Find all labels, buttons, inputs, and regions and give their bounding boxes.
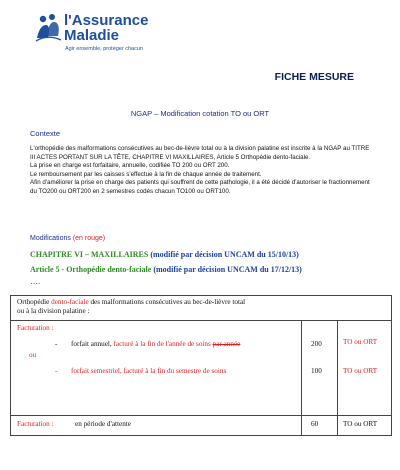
contexte-body [30,145,375,197]
modifications-heading [30,235,105,242]
row1-struck-text: par année [212,340,241,348]
logo-name-line2: Maladie [64,27,120,44]
row1-value: 200 [311,340,322,348]
table-col-divider [301,320,302,435]
chapitre-note: (modifié par décision UNCAM du 15/10/13) [150,250,299,259]
contexte-paragraph: Le remboursement par les caisses s'effectue à la fin de chaque année de traitement. [30,170,262,178]
header-prefix: Orthopédie [17,298,52,306]
row3-label: Facturation : [17,420,54,428]
row3-text: en période d'attente [75,420,131,428]
table-header-cell [17,298,245,316]
modifications-table [10,295,392,436]
modifications-note: (en rouge) [72,235,106,242]
row2-value: 100 [311,367,322,375]
header-rest: des malformations consécutives au bec-de-lièvre total [88,298,246,306]
header-line2: ou à la division palatine : [17,307,90,315]
article-line [30,265,302,274]
logo-people-icon [34,12,62,42]
subject-title: NGAP – Modification cotation TO ou ORT [130,109,270,118]
row2-code: TO ou ORT [343,367,378,375]
fiche-title: FICHE MESURE [274,71,354,83]
contexte-paragraph: L'orthopédie des malformations consécutives au bec-de-lièvre total ou à la division palatine est inscrite à la NGAP au TITRE III ACTES PORTANT SUR LA TÊTE, CHAPITRE VI MAXILLAIRES, Article 5 Orthopédie dento-faciale. [30,145,370,161]
article-note: (modifié par décision UNCAM du 17/12/13) [153,265,302,274]
contexte-heading: Contexte [30,129,61,138]
chapitre-label: CHAPITRE VI – MAXILLAIRES [30,250,149,259]
row3-code: TO ou ORT [343,420,378,428]
ellipsis: …. [30,277,41,286]
assurance-maladie-logo [34,12,214,58]
contexte-paragraph: Afin d'améliorer la prise en charge des patients qui souffrent de cette pathologie, il a été décidé d'autoriser le fractionnement du TO200 ou ORT200 en 2 semestres codés chacun TO100 ou ORT100. [30,179,370,195]
row3-value: 60 [311,420,319,428]
header-red-text: dento-faciale [51,298,89,306]
row1-text-black: forfait annuel, [71,340,112,348]
contexte-paragraph: La prise en charge est forfaitaire, annuelle, codifiée TO 200 ou ORT 200. [30,162,230,170]
table-col-divider [337,320,338,435]
chapitre-line [30,250,299,259]
article-label: Article 5 - Orthopédie dento-faciale [30,265,152,274]
table-row-divider [11,320,391,321]
row1-text [71,340,240,348]
facturation-label: Facturation : [17,324,54,332]
row2-dash: - [55,367,58,375]
modifications-label: Modifications [30,235,71,242]
ou-label: ou [29,351,37,359]
table-row-divider [11,415,391,416]
row1-dash: - [55,340,58,348]
row2-text: forfait semestriel, facturé à la fin du semestre de soins [71,367,227,375]
row1-code: TO ou ORT [343,338,378,346]
logo-name-line1: l'Assurance [64,12,149,29]
logo-tagline: Agir ensemble, protéger chacun [65,46,143,52]
row1-text-red: facturé à la fin de l'année de soins [111,340,213,348]
